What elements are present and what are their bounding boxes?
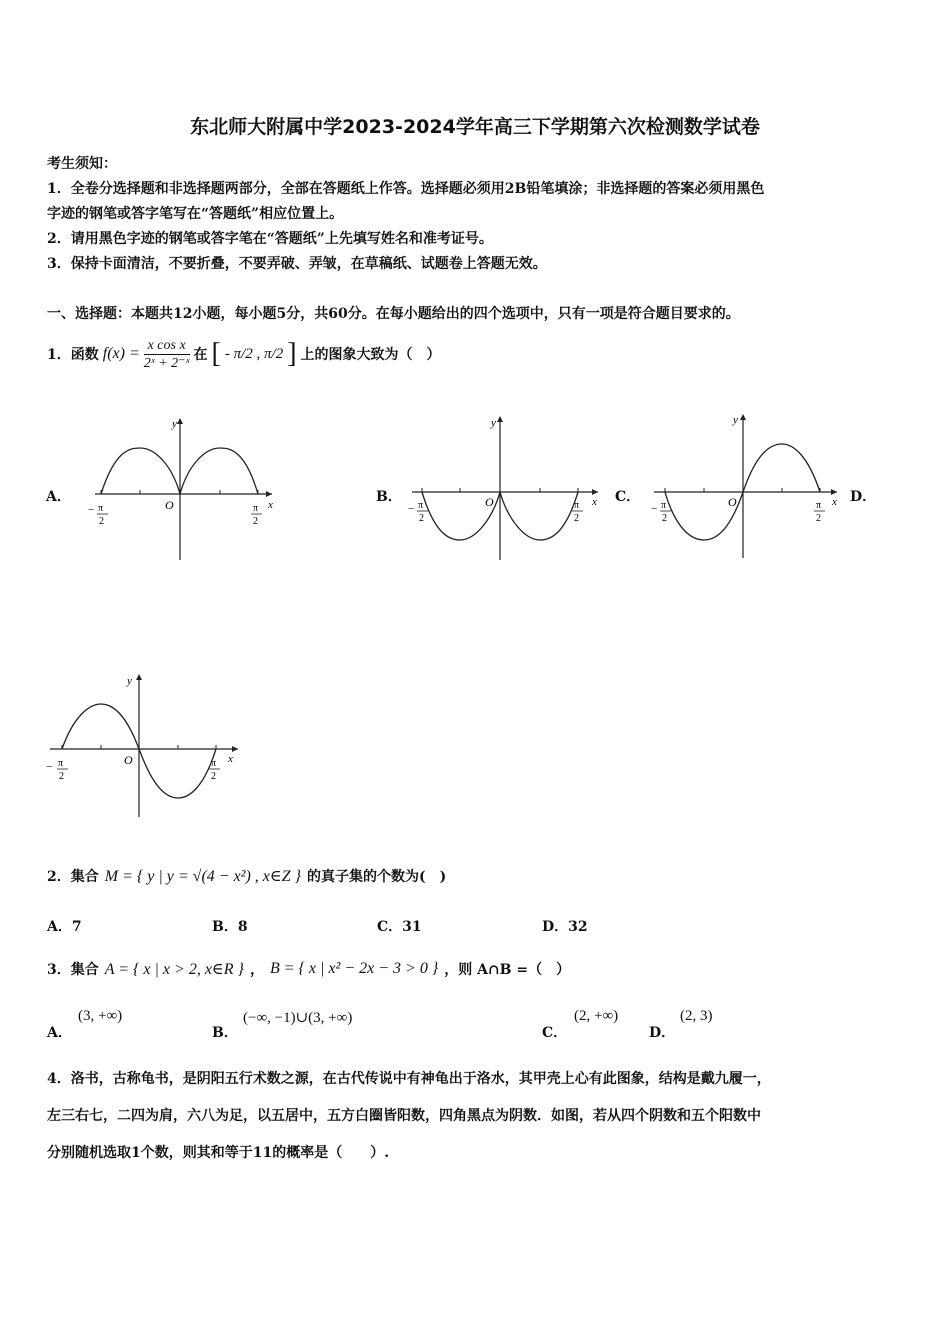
q3-suffix: ，则 A∩B =（ ）: [444, 962, 571, 978]
q3-prefix: 3．集合: [47, 962, 99, 978]
x-axis-arrow-icon: [266, 491, 272, 497]
q1-right-bracket: ]: [287, 338, 297, 369]
y-label: y: [127, 675, 132, 687]
question-2: [47, 855, 446, 897]
q3-set-a: A = { x | x > 2, x∈R }: [104, 961, 244, 978]
two-label: 2: [662, 513, 667, 524]
q1-mid: 在: [193, 347, 208, 363]
q1-option-b-label: B．: [376, 489, 402, 505]
q3-option-b-label: B．: [212, 1025, 238, 1041]
q3-option-b-value: (−∞, −1)∪(3, +∞): [243, 1010, 353, 1026]
pi-label: π: [574, 500, 580, 511]
q1-suffix: 上的图象大致为（ ）: [300, 347, 441, 363]
q2-option-d: [542, 916, 588, 936]
x-axis-arrow-icon: [232, 746, 238, 752]
q2-option-c-label: C．: [377, 919, 403, 935]
x-label: x: [832, 496, 837, 508]
q4-line: 4．洛书，古称龟书，是阴阳五行术数之源，在古代传说中有神龟出于洛水，其甲壳上心有此图象，结构是戴九履一，: [47, 1071, 771, 1087]
q2-option-a: [47, 916, 82, 936]
q2-option-d-value: 32: [568, 919, 588, 935]
q3-option-a-value: (3, +∞): [78, 1008, 123, 1024]
q1-graph-a: [80, 410, 280, 565]
two-label: 2: [253, 516, 258, 527]
x-axis-arrow-icon: [592, 489, 598, 495]
q1-graph-b: [400, 410, 610, 565]
notice-item: 1．全卷分选择题和非选择题两部分，全部在答题纸上作答。选择题必须用2B铅笔填涂；非选择题的答案必须用黑色: [47, 181, 765, 197]
two-label: 2: [419, 513, 424, 524]
x-label: x: [268, 499, 273, 511]
q3-option-c-label: C．: [542, 1025, 568, 1041]
q2-option-d-label: D．: [542, 919, 569, 935]
pi-label: π: [253, 503, 259, 514]
q3-option-a-label: A．: [47, 1025, 72, 1041]
q4-line: 分别随机选取1个数，则其和等于11的概率是（ ）.: [47, 1145, 390, 1161]
q1-option-a-label: A．: [46, 489, 71, 505]
q2-option-c-value: 31: [402, 919, 422, 935]
y-axis-arrow-icon: [136, 674, 142, 680]
q2-prefix: 2．集合: [47, 869, 99, 885]
origin-label: O: [124, 753, 133, 767]
q2-option-c: [377, 916, 422, 936]
q3-option-d-label: D．: [649, 1025, 676, 1041]
y-axis-arrow-icon: [497, 416, 503, 422]
two-label: 2: [574, 513, 579, 524]
q3-option-d-value: (2, 3): [680, 1008, 713, 1024]
two-label: 2: [59, 771, 64, 782]
y-label: y: [733, 414, 738, 426]
q2-option-b-value: 8: [237, 919, 248, 935]
q2-option-b: [212, 916, 248, 936]
section-heading: 一、选择题：本题共12小题，每小题5分，共60分。在每小题给出的四个选项中，只有一项是符合题目要求的。: [47, 306, 740, 322]
pi-label: π: [98, 503, 104, 514]
y-axis-arrow-icon: [177, 418, 183, 424]
notice-heading: 考生须知：: [47, 156, 117, 172]
q2-option-b-label: B．: [212, 919, 238, 935]
question-3: [47, 950, 570, 988]
x-label: x: [592, 496, 597, 508]
y-axis-arrow-icon: [740, 414, 746, 420]
origin-label: O: [485, 495, 494, 509]
minus-label: −: [46, 761, 53, 773]
two-label: 2: [211, 771, 216, 782]
x-axis-arrow-icon: [831, 489, 837, 495]
y-label: y: [172, 418, 177, 430]
question-1: [47, 332, 441, 376]
q1-denominator: 2ˣ + 2⁻ˣ: [143, 355, 190, 371]
y-label: y: [491, 417, 496, 429]
two-label: 2: [816, 513, 821, 524]
q2-option-a-value: 7: [71, 919, 82, 935]
page-title: 东北师大附属中学2023-2024学年高三下学期第六次检测数学试卷: [190, 116, 760, 138]
two-label: 2: [99, 516, 104, 527]
minus-label: −: [408, 503, 415, 515]
q1-numerator: x cos x: [144, 337, 190, 355]
pi-label: π: [211, 758, 217, 769]
notice-item: 2．请用黑色字迹的钢笔或答字笔在“答题纸”上先填写姓名和准考证号。: [47, 231, 493, 247]
pi-label: π: [418, 500, 424, 511]
pi-label: π: [661, 500, 667, 511]
q1-option-d-label: D．: [850, 489, 877, 505]
q1-option-c-label: C．: [615, 489, 641, 505]
x-label: x: [228, 753, 233, 765]
q3-separator: ，: [249, 962, 264, 978]
q1-graph-d: [38, 670, 248, 825]
q1-function-name: f(x) =: [102, 345, 140, 362]
q2-option-a-label: A．: [47, 919, 72, 935]
minus-label: −: [651, 503, 658, 515]
q4-line: 左三右七，二四为肩，六八为足，以五居中，五方白圈皆阳数，四角黑点为阴数．如图，若从四个阴数和五个阳数中: [47, 1108, 761, 1124]
origin-label: O: [728, 495, 737, 509]
q3-option-c-value: (2, +∞): [574, 1008, 619, 1024]
notice-item: 字迹的钢笔或答字笔写在“答题纸”相应位置上。: [47, 206, 344, 222]
q1-interval: - π/2 , π/2: [224, 345, 284, 362]
q2-set: M = { y | y = √(4 − x²) , x∈Z }: [104, 868, 302, 885]
q2-suffix: 的真子集的个数为( ): [307, 869, 447, 885]
minus-label: −: [88, 504, 95, 516]
q3-set-b: B = { x | x² − 2x − 3 > 0 }: [269, 960, 439, 977]
q1-graph-c: [642, 408, 847, 563]
pi-label: π: [816, 500, 822, 511]
q1-fraction: [144, 337, 190, 372]
q1-left-bracket: [: [211, 338, 221, 369]
notice-item: 3．保持卡面清洁，不要折叠，不要弄破、弄皱，在草稿纸、试题卷上答题无效。: [47, 256, 547, 272]
origin-label: O: [165, 498, 174, 512]
q1-prefix: 1．函数: [47, 347, 99, 363]
pi-label: π: [58, 758, 64, 769]
